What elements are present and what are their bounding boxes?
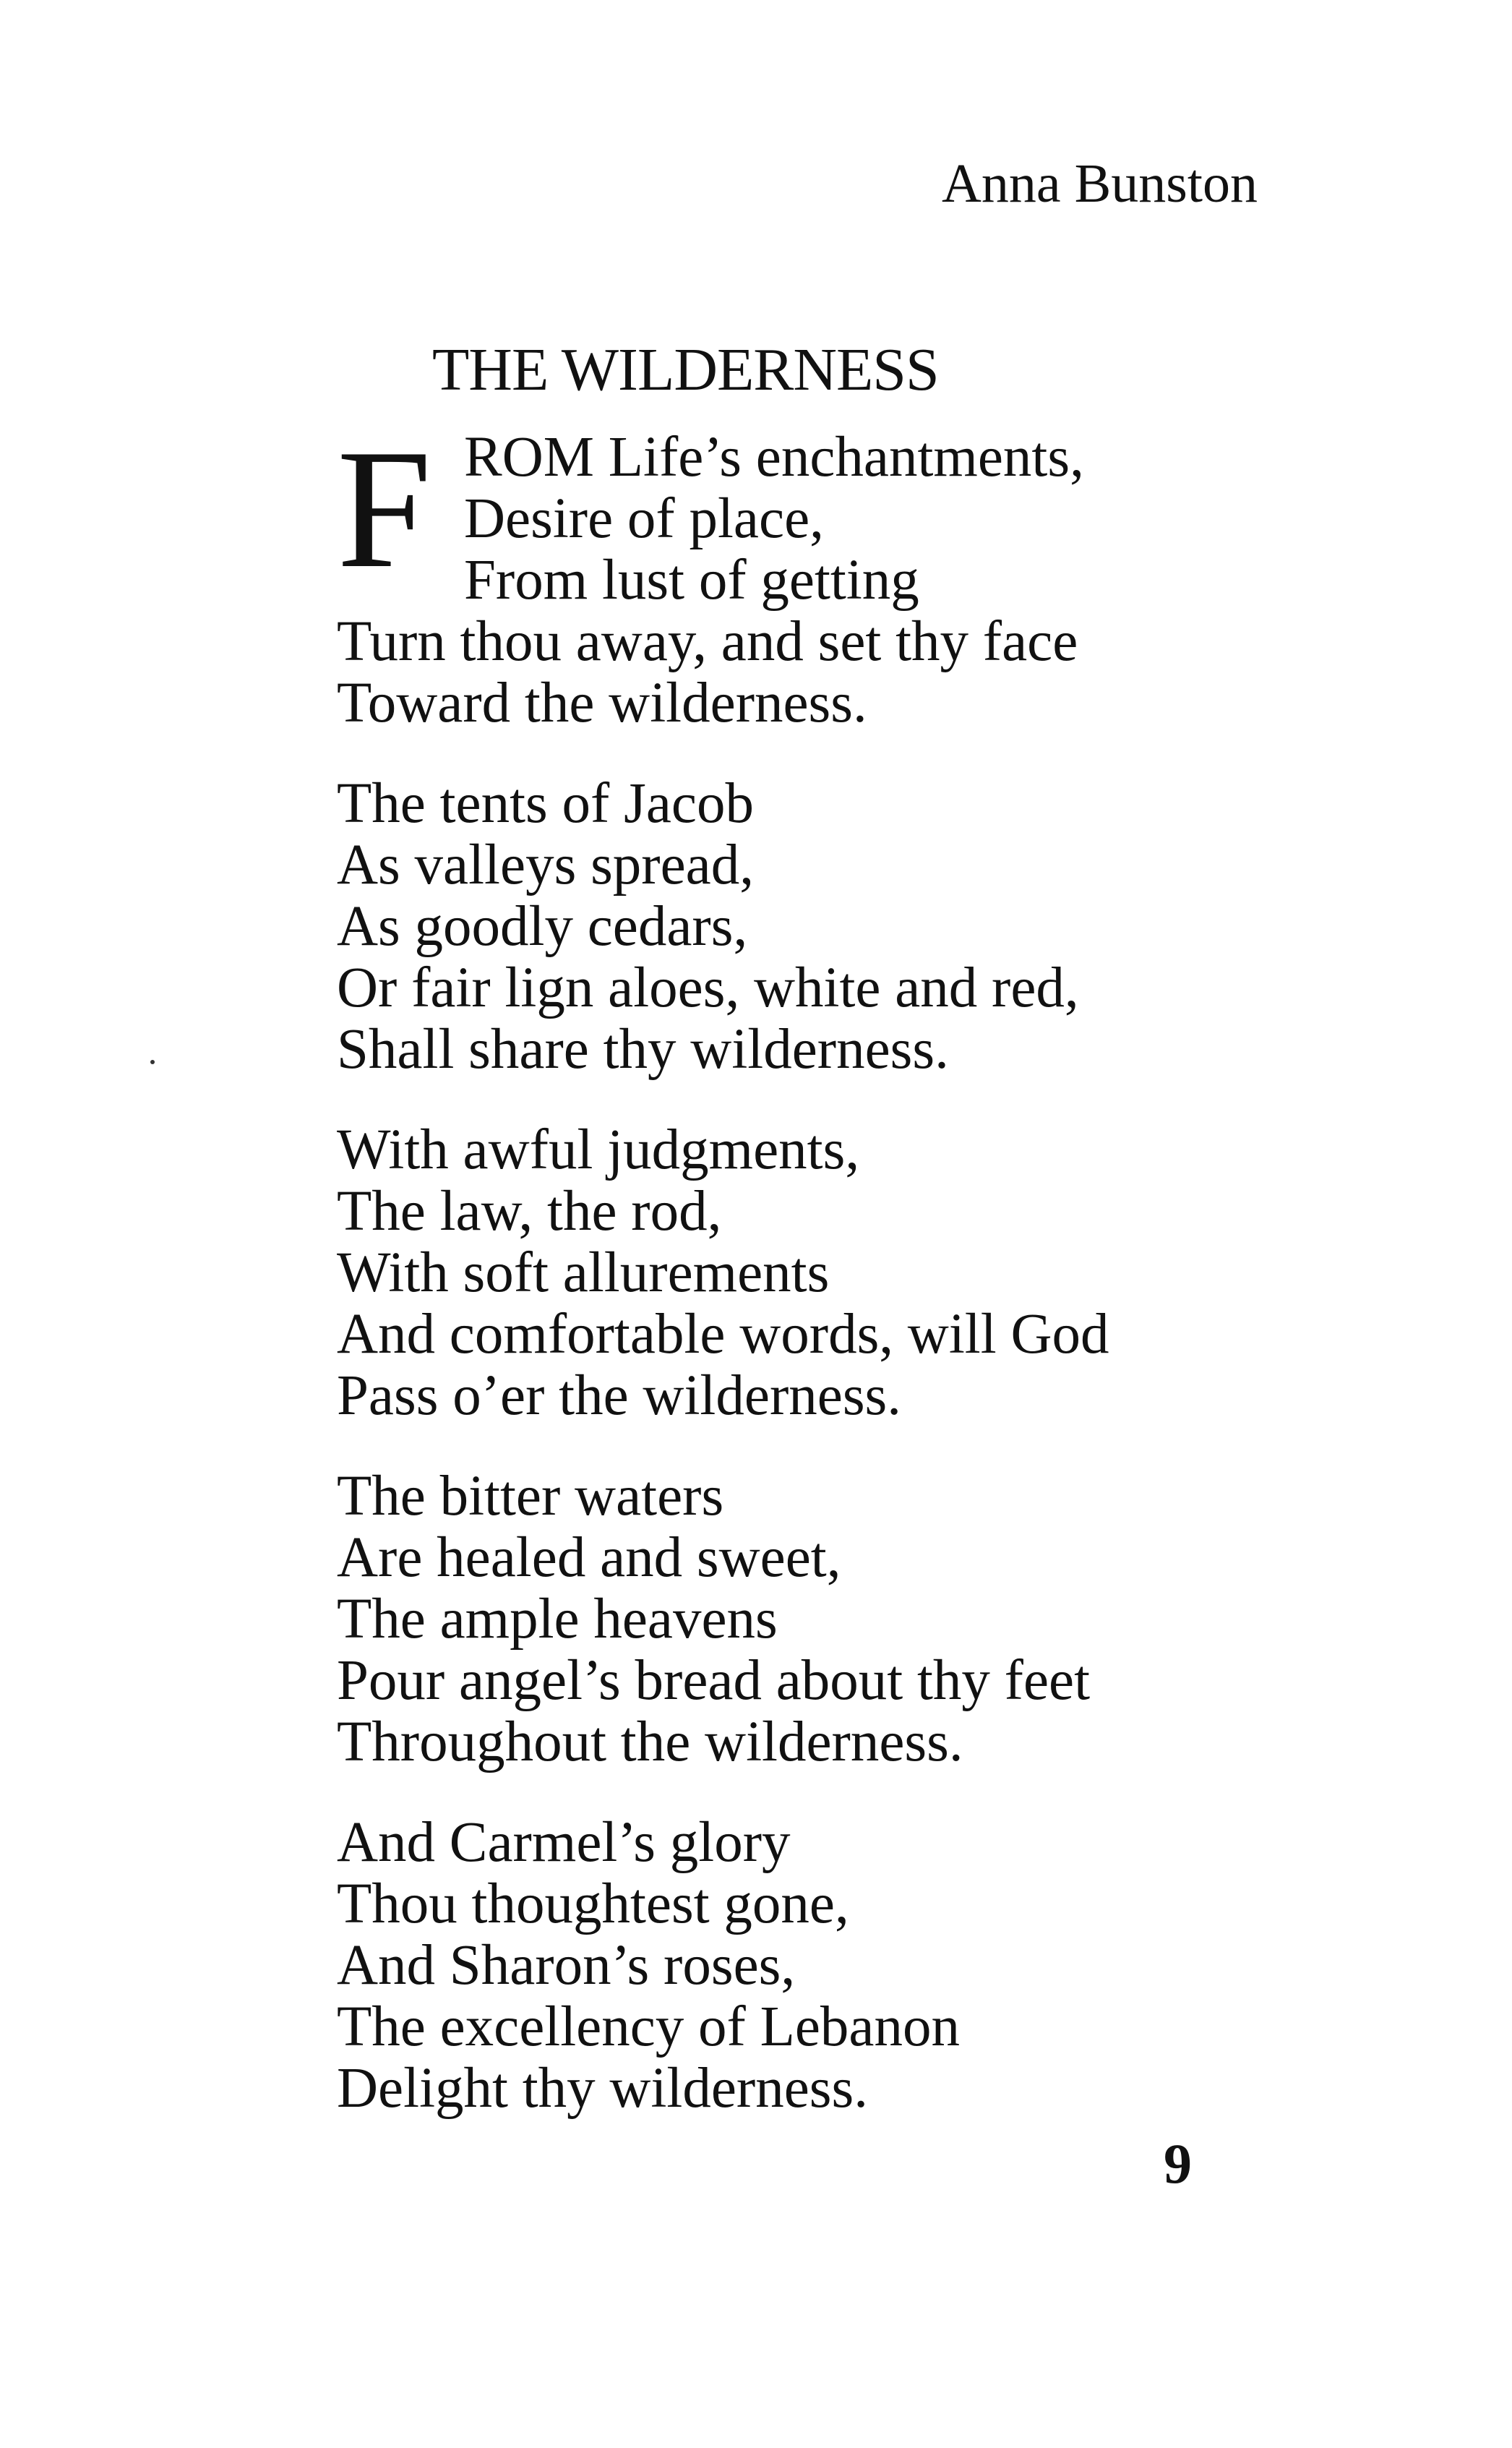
stanza-1 xyxy=(337,415,1247,735)
drop-cap: F xyxy=(337,415,432,604)
poem-title: THE WILDERNESS xyxy=(432,336,939,403)
poem-line: With awful judgments, xyxy=(337,1118,860,1181)
page-number: 9 xyxy=(1164,2132,1192,2195)
poem-line: Toward the wilderness. xyxy=(337,672,867,735)
poem-line: The excellency of Lebanon xyxy=(337,1995,960,2058)
poem-line: ROM Life’s enchantments, xyxy=(464,426,1084,489)
poem-line: Turn thou away, and set thy face xyxy=(337,610,1078,673)
poem-line: Delight thy wilderness. xyxy=(337,2057,869,2120)
poem-line: Thou thoughtest gone, xyxy=(337,1873,849,1935)
poem-line: The law, the rod, xyxy=(337,1180,722,1243)
poem-line: Pass o’er the wilderness. xyxy=(337,1364,902,1427)
poem-line: The bitter waters xyxy=(337,1465,724,1528)
stanza-4 xyxy=(337,1465,1247,1773)
print-speck xyxy=(150,1060,155,1064)
stanza-3 xyxy=(337,1119,1247,1426)
poem-body xyxy=(337,415,1247,2120)
stanza-5 xyxy=(337,1812,1247,2119)
poem-line: Desire of place, xyxy=(464,487,824,550)
stanza-2 xyxy=(337,773,1247,1080)
poem-line: Are healed and sweet, xyxy=(337,1526,841,1589)
poem-line: As goodly cedars, xyxy=(337,895,748,958)
poem-line: And Carmel’s glory xyxy=(337,1811,791,1874)
poem-line: Throughout the wilderness. xyxy=(337,1711,963,1773)
poem-line: Or fair lign aloes, white and red, xyxy=(337,956,1079,1019)
poem-line: The tents of Jacob xyxy=(337,772,754,835)
poem-line: The ample heavens xyxy=(337,1588,778,1651)
poem-line: From lust of getting xyxy=(464,549,919,612)
poem-line: And comfortable words, will God xyxy=(337,1303,1109,1366)
running-head-author: Anna Bunston xyxy=(942,153,1258,214)
poem-line: And Sharon’s roses, xyxy=(337,1934,796,1997)
poem-line: As valleys spread, xyxy=(337,834,754,896)
poem-line: Pour angel’s bread about thy feet xyxy=(337,1649,1091,1712)
poem-line: Shall share thy wilderness. xyxy=(337,1018,949,1081)
poem-line: With soft allurements xyxy=(337,1241,830,1304)
